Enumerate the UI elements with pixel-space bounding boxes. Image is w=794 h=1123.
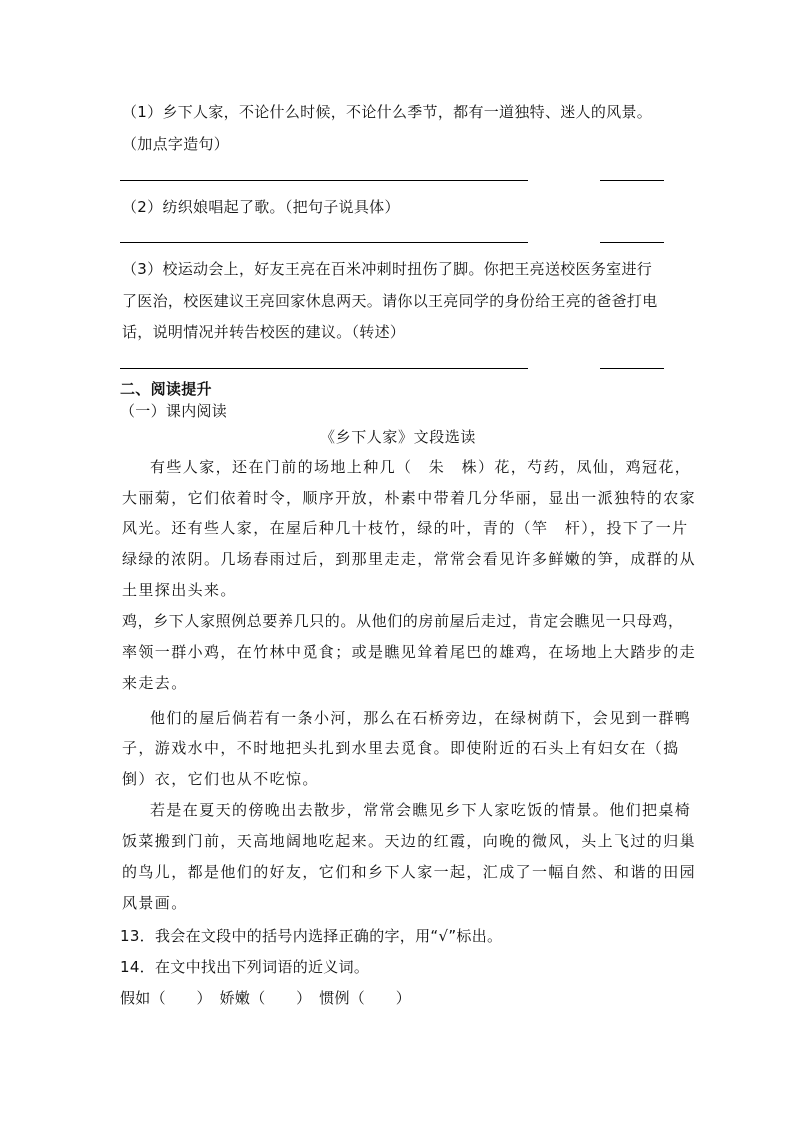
passage-p1-line-1: 有些人家，还在门前的场地上种几（ 朱 株）花，芍药，凤仙，鸡冠花， <box>150 458 692 476</box>
answer-line-1b <box>600 180 664 181</box>
passage-p2-line-2: 率领一群小鸡，在竹林中觅食；或是瞧见耸着尾巴的雄鸡，在场地上大踏步的走 <box>122 643 697 661</box>
passage-p4-line-1: 若是在夏天的傍晚出去散步，常常会瞧见乡下人家吃饭的情景。他们把桌椅 <box>150 801 692 819</box>
question-13: 13．我会在文段中的括号内选择正确的字，用“√”标出。 <box>120 927 503 945</box>
question-3-line-2: 了医治，校医建议王亮回家休息两天。请你以王亮同学的身份给王亮的爸爸打电 <box>122 292 658 310</box>
passage-p4-line-2: 饭菜搬到门前，天高地阔地吃起来。天边的红霞，向晚的微风，头上飞过的归巢 <box>122 832 697 850</box>
section-heading: 二、阅读提升 <box>120 380 212 398</box>
answer-line-1a <box>120 180 528 181</box>
passage-p1-line-2: 大丽菊，它们依着时令，顺序开放，朴素中带着几分华丽，显出一派独特的农家 <box>122 489 697 507</box>
answer-line-3a <box>120 368 528 369</box>
question-3-line-3: 话，说明情况并转告校医的建议。（转述） <box>122 323 406 341</box>
passage-p3-line-3: 倒）衣，它们也从不吃惊。 <box>122 770 319 788</box>
answer-line-2a <box>120 242 528 243</box>
passage-title: 《乡下人家》文段选读 <box>320 428 477 446</box>
question-14-words: 假如（ ） 娇嫩（ ） 惯例（ ） <box>120 989 412 1007</box>
passage-p4-line-3: 的鸟儿，都是他们的好友，它们和乡下人家一起，汇成了一幅自然、和谐的田园 <box>122 863 697 881</box>
section-subheading: （一）课内阅读 <box>120 402 228 420</box>
question-1-line-1: （1）乡下人家，不论什么时候，不论什么季节，都有一道独特、迷人的风景。 <box>122 103 653 121</box>
passage-p1-line-4: 绿绿的浓阴。几场春雨过后，到那里走走，常常会看见许多鲜嫩的笋，成群的从 <box>122 550 697 568</box>
question-2-line-1: （2）纺织娘唱起了歌。（把句子说具体） <box>122 198 400 216</box>
passage-p2-line-3: 来走去。 <box>122 674 188 692</box>
question-14: 14．在文中找出下列词语的近义词。 <box>120 958 370 976</box>
answer-line-3b <box>600 368 664 369</box>
question-1-line-2: （加点字造句） <box>122 135 230 153</box>
passage-p1-line-5: 土里探出头来。 <box>122 581 237 599</box>
passage-p2-line-1: 鸡，乡下人家照例总要养几只的。从他们的房前屋后走过，肯定会瞧见一只母鸡， <box>122 612 684 630</box>
passage-p4-line-4: 风景画。 <box>122 894 188 912</box>
passage-p1-line-3: 风光。还有些人家，在屋后种几十枝竹，绿的叶，青的（竿 杆），投下了一片 <box>122 519 689 537</box>
passage-p3-line-2: 子，游戏水中，不时地把头扎到水里去觅食。即使附近的石头上有妇女在（捣 <box>122 739 680 757</box>
passage-p3-line-1: 他们的屋后倘若有一条小河，那么在石桥旁边，在绿树荫下，会见到一群鸭 <box>150 709 692 727</box>
question-3-line-1: （3）校运动会上，好友王亮在百米冲刺时扭伤了脚。你把王亮送校医务室进行 <box>122 260 653 278</box>
answer-line-2b <box>600 242 664 243</box>
